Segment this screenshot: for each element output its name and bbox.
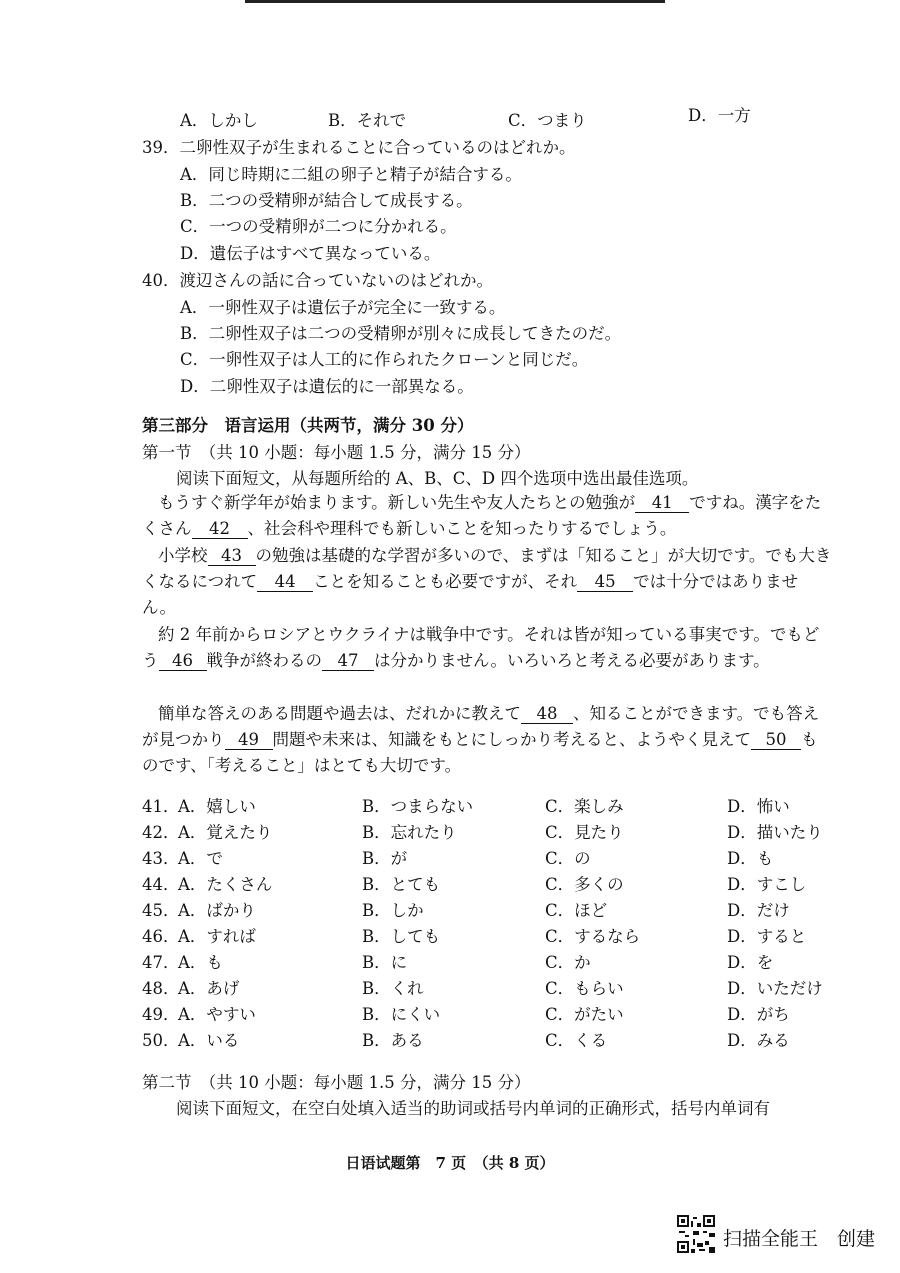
passage-text: 簡単な答えのある問題や過去は、だれかに教えて [158,704,521,723]
q38-option-b: B．それで [328,111,407,130]
blank-50: 50 [751,731,801,750]
passage-text: 約 2 年前からロシアとウクライナは戦争中です。それは皆が知っている事実です。でもどう [142,625,820,670]
page-footer: 日语试题第 7 页 （共 8 页） [345,1154,555,1172]
section1-title: 第一节 （共 10 小题：每小题 1.5 分，满分 15 分） [142,443,531,462]
passage-text: の勉強は基礎的な学習が多いので、まずは「知ること」が大切です。でも大きくなるにつれて [142,546,832,591]
passage-text: では十分ではありません。 [142,572,799,617]
option-c: C．するなら [545,927,641,946]
option-b: B．ある [362,1031,424,1050]
option-a: A．やすい [178,1005,256,1024]
option-d: D．描いたり [727,823,823,842]
blank-44: 44 [257,573,313,592]
q39-option-b: B．二つの受精卵が結合して成長する。 [180,191,473,210]
option-d: D．がち [727,1005,790,1024]
passage-text: 小学校 [158,546,208,565]
option-d: D．だけ [727,901,790,920]
section2-title: 第二节 （共 10 小题：每小题 1.5 分，满分 15 分） [142,1073,531,1092]
q40-stem: 40．渡辺さんの話に合っていないのはどれか。 [142,271,493,290]
option-b: B．つまらない [362,797,474,816]
option-c: C．くる [545,1031,608,1050]
question-number: 49． [142,1005,180,1024]
passage-text: 戦争が終わるの [206,651,322,670]
passage-paragraph-1 [142,490,832,542]
option-b: B．に [362,953,408,972]
blank-49: 49 [225,731,273,750]
option-c: C．楽しみ [545,797,624,816]
option-c: C．か [545,953,591,972]
q40-option-c: C．一卵性双子は人工的に作られたクローンと同じだ。 [180,350,589,369]
passage-text: 、知ることができます。でも答えが見つかり [142,704,820,749]
option-c: C．多くの [545,875,624,894]
question-number: 42． [142,823,180,842]
option-d: D．を [727,953,774,972]
option-a: A．すれば [178,927,256,946]
q39-option-a: A．同じ時期に二組の卵子と精子が結合する。 [180,165,522,184]
passage-text: 問題や未来は、知識をもとにしっかり考えると、ようやく見えて [272,730,751,749]
question-number: 45． [142,901,180,920]
passage-text: ものです、「考えること」はとても大切です。 [142,730,818,775]
blank-47: 47 [322,652,374,671]
passage-text: ですね。漢字をたくさん [142,493,822,538]
q40-option-b: B．二卵性双子は二つの受精卵が別々に成長してきたのだ。 [180,324,622,343]
blank-46: 46 [159,652,207,671]
question-number: 48． [142,979,180,998]
part3-title: 第三部分 语言运用（共两节，满分 30 分） [142,416,474,435]
option-b: B．しても [362,927,441,946]
q39-option-d: D．遺伝子はすべて異なっている。 [180,244,441,263]
option-d: D．いただけ [727,979,823,998]
option-c: C．ほど [545,901,608,920]
option-a: A．いる [178,1031,240,1050]
option-c: C．の [545,849,591,868]
scanner-watermark: 扫描全能王 创建 [723,1228,876,1250]
q38-option-a: A．しかし [180,111,258,130]
option-b: B．が [362,849,408,868]
question-number: 50． [142,1031,180,1050]
passage-text: は分かりません。いろいろと考える必要があります。 [374,651,770,670]
passage-text: もうすぐ新学年が始まります。新しい先生や友人たちとの勉強が [158,493,636,512]
passage-text: ことを知ることも必要ですが、それ [313,572,578,591]
option-c: C．がたい [545,1005,624,1024]
option-a: A．で [178,849,223,868]
passage-paragraph-3 [142,622,832,674]
option-b: B．にくい [362,1005,441,1024]
q39-stem: 39．二卵性双子が生まれることに合っているのはどれか。 [142,138,576,157]
option-b: B．しか [362,901,424,920]
q40-option-a: A．一卵性双子は遺伝子が完全に一致する。 [180,298,506,317]
q39-option-c: C．一つの受精卵が二つに分かれる。 [180,217,457,236]
passage-paragraph-4 [142,701,832,779]
q38-option-c: C．つまり [508,111,587,130]
question-number: 47． [142,953,180,972]
question-number: 46． [142,927,180,946]
blank-45: 45 [577,573,633,592]
section1-instruction: 阅读下面短文，从每题所给的 A、B、C、D 四个选项中选出最佳选项。 [176,469,699,488]
blank-43: 43 [208,547,256,566]
option-c: C．見たり [545,823,624,842]
option-d: D．すると [727,927,807,946]
option-b: B．とても [362,875,441,894]
q38-option-d: D．一方 [688,106,751,125]
option-a: A．も [178,953,223,972]
option-a: A．あげ [178,979,240,998]
option-b: B．忘れたり [362,823,457,842]
option-b: B．くれ [362,979,424,998]
option-d: D．怖い [727,797,790,816]
top-border-line [245,0,665,3]
blank-42: 42 [192,520,248,539]
option-d: D．も [727,849,774,868]
option-a: A．嬉しい [178,797,256,816]
q40-option-d: D．二卵性双子は遺伝的に一部異なる。 [180,377,474,396]
passage-text: 、社会科や理科でも新しいことを知ったりするでしょう。 [247,519,677,538]
option-c: C．もらい [545,979,624,998]
question-number: 44． [142,875,180,894]
question-number: 41． [142,797,180,816]
option-d: D．すこし [727,875,807,894]
passage-paragraph-2 [142,543,832,621]
option-d: D．みる [727,1031,790,1050]
section2-instruction: 阅读下面短文，在空白处填入适当的助词或括号内单词的正确形式，括号内单词有 [176,1099,770,1118]
option-a: A．覚えたり [178,823,273,842]
blank-48: 48 [521,705,573,724]
question-number: 43． [142,849,180,868]
option-a: A．たくさん [178,875,273,894]
blank-41: 41 [635,494,689,513]
qr-code-icon [677,1215,715,1253]
option-a: A．ばかり [178,901,256,920]
